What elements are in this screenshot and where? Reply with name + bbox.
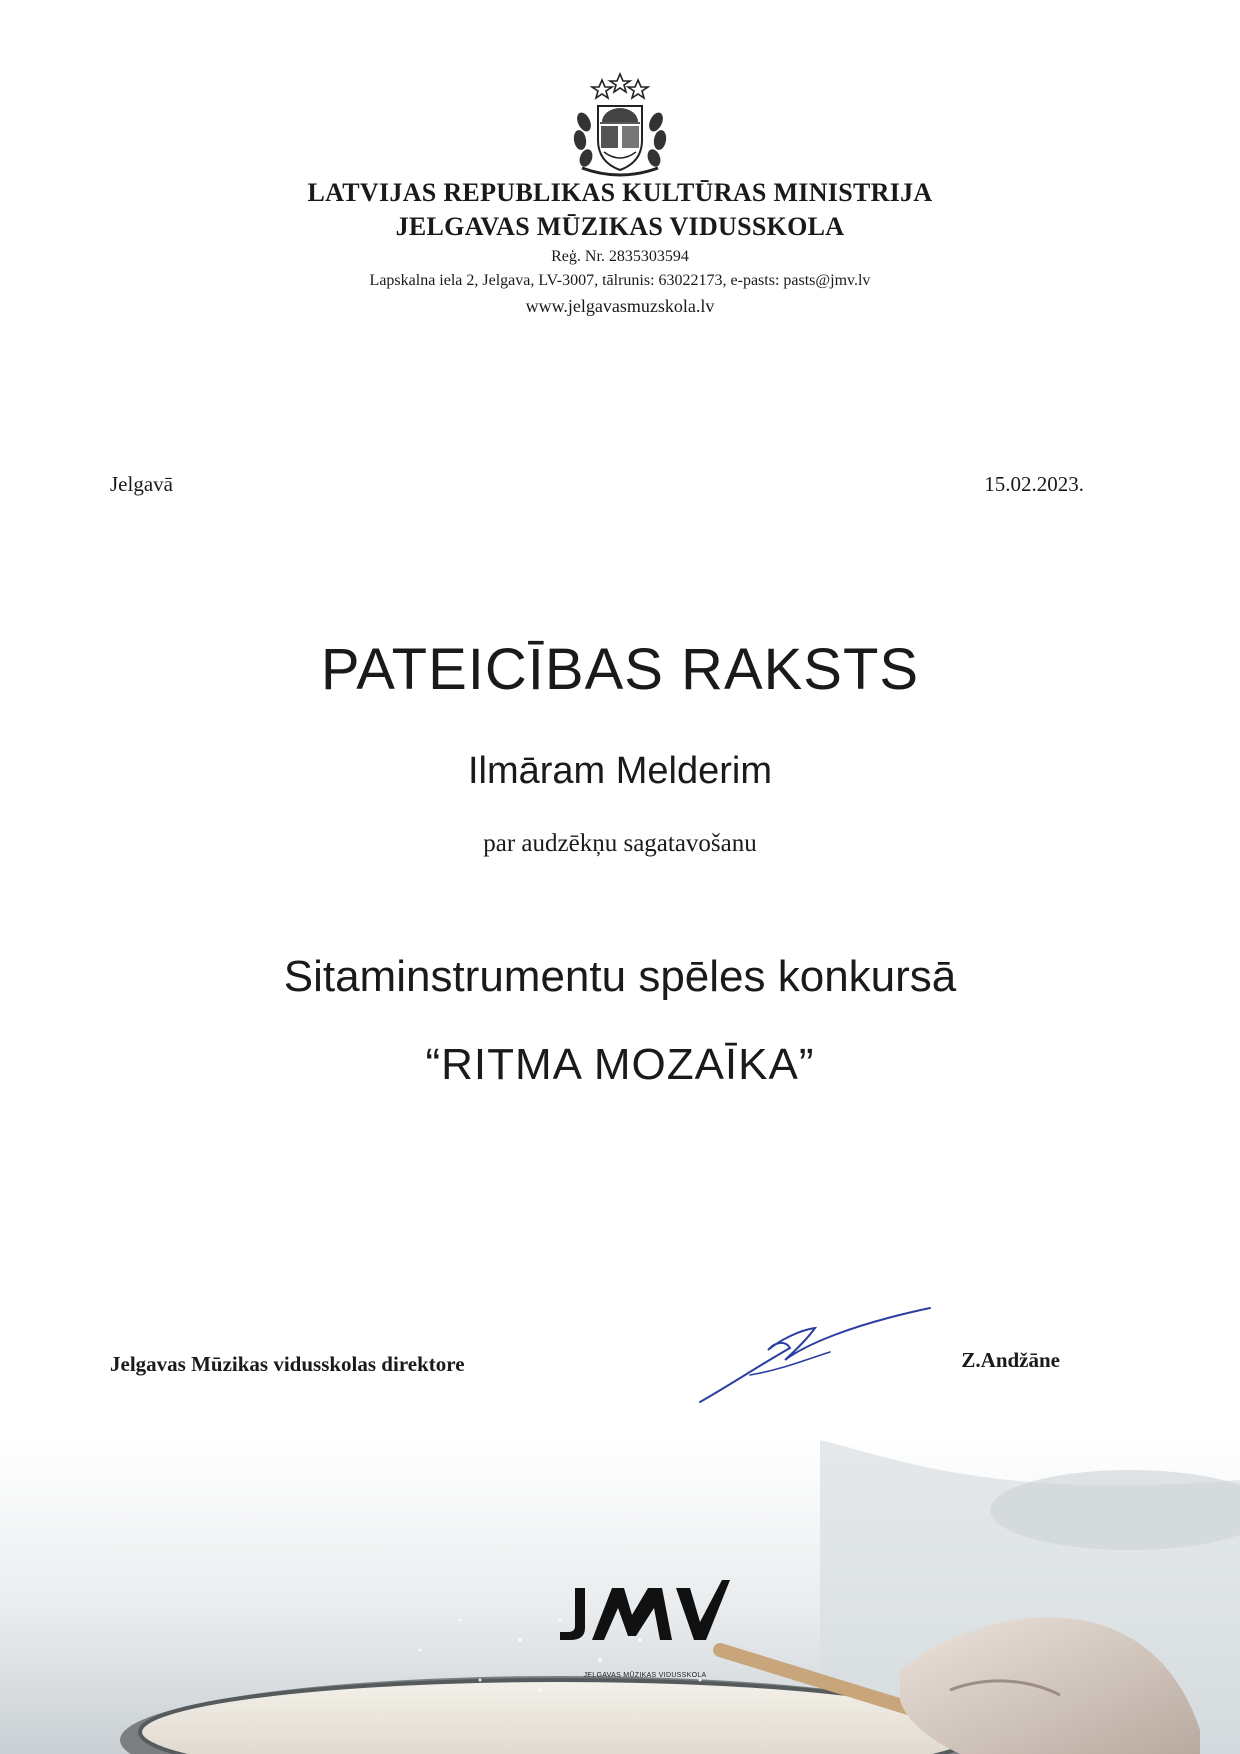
signatory-name: Z.Andžāne — [961, 1348, 1060, 1372]
competition-description: Sitaminstrumentu spēles konkursā — [283, 952, 957, 1001]
competition-name: “RITMA MOZAĪKA” — [425, 1040, 815, 1089]
school-address: Lapskalna iela 2, Jelgava, LV-3007, tālrunis: 63022173, e-pasts: pasts@jmv.lv — [369, 272, 871, 289]
ministry-name: LATVIJAS REPUBLIKAS KULTŪRAS MINISTRIJA — [307, 178, 933, 207]
coat-of-arms-icon — [570, 70, 670, 178]
issue-date: 15.02.2023. — [984, 472, 1084, 496]
recipient-name: Ilmāram Melderim — [467, 750, 773, 792]
footer-logo-text: JELGAVAS MŪZIKAS VIDUSSKOLA — [583, 1672, 707, 1679]
handwritten-signature — [690, 1290, 940, 1410]
signatory-role: Jelgavas Mūzikas vidusskolas direktore — [110, 1352, 465, 1376]
issue-place: Jelgavā — [110, 472, 173, 496]
drum-photo-illustration — [0, 1440, 1240, 1754]
registration-number: Reģ. Nr. 2835303594 — [551, 248, 689, 265]
school-website: www.jelgavasmuzskola.lv — [525, 296, 715, 316]
school-name: JELGAVAS MŪZIKAS VIDUSSKOLA — [395, 212, 845, 241]
award-reason: par audzēkņu sagatavošanu — [483, 830, 757, 857]
certificate-title: PATEICĪBAS RAKSTS — [320, 637, 920, 702]
